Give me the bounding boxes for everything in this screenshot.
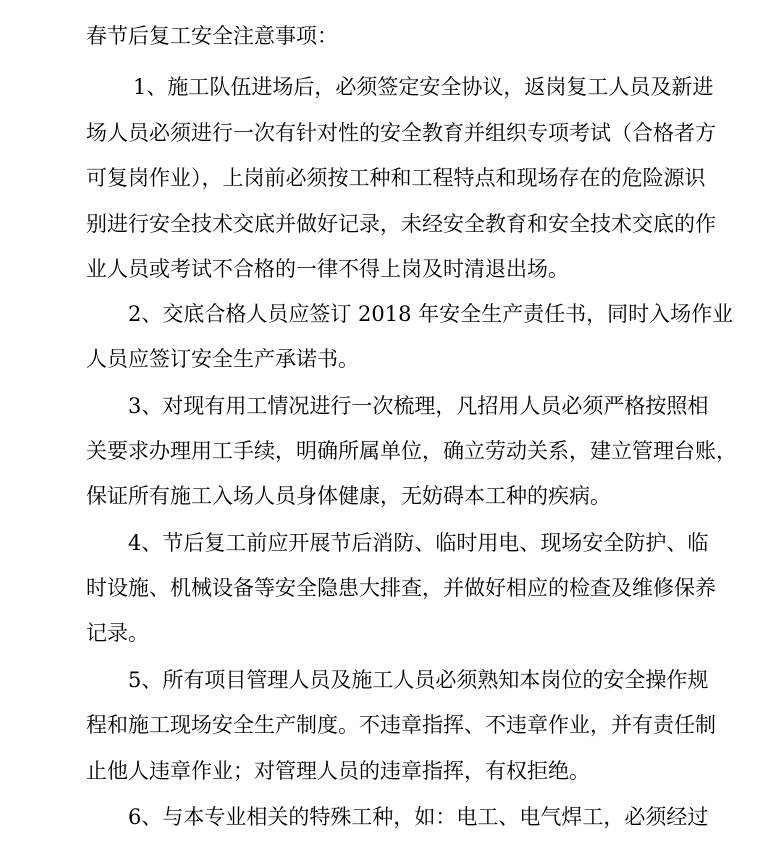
item-2-line-2: 人员应签订安全生产承诺书。 (86, 347, 359, 371)
item-1-line-3: 可复岗作业），上岗前必须按工种和工程特点和现场存在的危险源识 (86, 166, 706, 190)
item-6-line-1: 6、与本专业相关的特殊工种，如：电工、电气焊工，必须经过 (128, 805, 709, 829)
item-5-line-2: 程和施工现场安全生产制度。不违章指挥、不违章作业，并有责任制 (86, 713, 716, 737)
item-3-line-1: 3、对现有用工情况进行一次梳理，凡招用人员必须严格按照相 (128, 394, 709, 418)
item-5-line-3: 止他人违章作业；对管理人员的违章指挥，有权拒绝。 (86, 759, 590, 783)
item-4-line-2: 时设施、机械设备等安全隐患大排查，并做好相应的检查及维修保养 (86, 576, 716, 600)
item-1-line-4: 别进行安全技术交底并做好记录，未经安全教育和安全技术交底的作 (86, 212, 716, 236)
item-4-line-1: 4、节后复工前应开展节后消防、临时用电、现场安全防护、临 (128, 531, 709, 555)
item-4-line-3: 记录。 (86, 621, 149, 645)
item-5-line-1: 5、所有项目管理人员及施工人员必须熟知本岗位的安全操作规 (128, 668, 709, 692)
document-title: 春节后复工安全注意事项： (86, 24, 338, 48)
item-1-line-2: 场人员必须进行一次有针对性的安全教育并组织专项考试（合格者方 (86, 121, 716, 145)
item-1-line-1: 1、施工队伍进场后，必须签定安全协议，返岗复工人员及新进 (133, 75, 714, 99)
item-3-line-3: 保证所有施工入场人员身体健康，无妨碍本工种的疾病。 (86, 484, 611, 508)
item-1-line-5: 业人员或考试不合格的一律不得上岗及时清退出场。 (86, 257, 569, 281)
item-3-line-2: 关要求办理用工手续，明确所属单位，确立劳动关系，建立管理台账， (86, 439, 737, 463)
item-2-line-1: 2、交底合格人员应签订 2018 年安全生产责任书，同时入场作业 (128, 302, 734, 326)
